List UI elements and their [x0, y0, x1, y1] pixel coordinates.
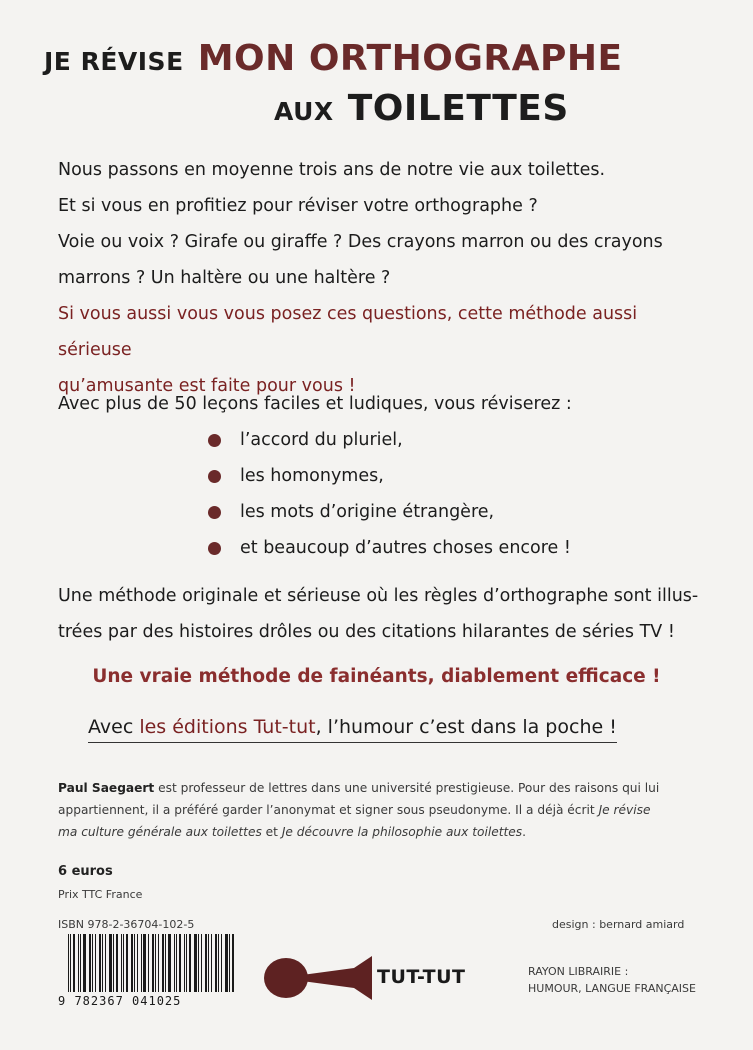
book-title: Je découvre la philosophie aux toilettes	[281, 825, 523, 839]
shelf-category: RAYON LIBRAIRIE : HUMOUR, LANGUE FRANÇAISE	[528, 965, 696, 995]
barcode-bar	[83, 934, 86, 992]
title-line-2	[274, 88, 569, 129]
design-credit: design : bernard amiard	[552, 918, 685, 931]
barcode-bar	[141, 934, 142, 992]
intro-line: Nous passons en moyenne trois ans de notre vie aux toilettes.	[58, 160, 606, 180]
barcode-bar	[194, 934, 197, 992]
intro-line: Et si vous en profitiez pour réviser votre orthographe ?	[58, 196, 538, 216]
bullet-icon	[208, 434, 221, 447]
barcode-bar	[89, 934, 91, 992]
title-mon-orthographe: MON ORTHOGRAPHE	[197, 38, 623, 79]
barcode-bar	[152, 934, 154, 992]
barcode-bar	[126, 934, 128, 992]
barcode-bar	[148, 934, 149, 992]
bullet-icon	[208, 470, 221, 483]
barcode-bars	[68, 934, 237, 992]
barcode-bar	[102, 934, 103, 992]
barcode-bar	[198, 934, 199, 992]
barcode-bar	[137, 934, 138, 992]
author-bio: Paul Saegaert est professeur de lettres dans une université prestigieuse. Pour des raisons qui lui appartiennent, il a préféré garder l’anonymat et signer sous pseudonyme. Il a déjà écrit Je révise ma culture générale aux toilettes et Je découvre la philosophie aux toilettes.	[58, 781, 660, 839]
book-title: ma culture générale aux toilettes	[58, 825, 262, 839]
price-note: Prix TTC France	[58, 888, 143, 901]
barcode-bar	[95, 934, 96, 992]
barcode	[58, 934, 204, 1012]
barcode-bar	[176, 934, 177, 992]
intro-line: marrons ? Un haltère ou une haltère ?	[58, 268, 391, 288]
barcode-bar	[105, 934, 106, 992]
barcode-bar	[73, 934, 75, 992]
barcode-bar	[205, 934, 207, 992]
barcode-bar	[218, 934, 219, 992]
barcode-bar	[80, 934, 81, 992]
barcode-bar	[121, 934, 122, 992]
barcode-bar	[208, 934, 209, 992]
barcode-bar	[70, 934, 71, 992]
author-name: Paul Saegaert	[58, 781, 155, 795]
title-aux: AUX	[274, 97, 334, 126]
barcode-bar	[168, 934, 171, 992]
method-line: trées par des histoires drôles ou des citations hilarantes de séries TV !	[58, 622, 675, 642]
barcode-bar	[211, 934, 212, 992]
barcode-bar	[116, 934, 118, 992]
book-title: Je révise	[598, 803, 651, 817]
barcode-bar	[165, 934, 166, 992]
barcode-bar	[68, 934, 69, 992]
lessons-lead: Avec plus de 50 leçons faciles et ludiques, vous réviserez :	[58, 394, 572, 414]
method-paragraph	[58, 578, 718, 650]
title-toilettes: TOILETTES	[347, 88, 569, 129]
intro-highlight-line: Si vous aussi vous vous posez ces questions, cette méthode aussi sérieuse	[58, 304, 638, 360]
barcode-bar	[184, 934, 185, 992]
list-item: l’accord du pluriel,	[208, 422, 571, 458]
barcode-bar	[162, 934, 164, 992]
barcode-bar	[131, 934, 133, 992]
method-tagline: Une vraie méthode de fainéants, diablement efficace !	[92, 666, 661, 687]
tut-tut-logo	[262, 948, 502, 1004]
title-line-1	[44, 38, 623, 79]
intro-highlight-line: qu’amusante est faite pour vous !	[58, 376, 356, 396]
barcode-bar	[186, 934, 187, 992]
list-item: les homonymes,	[208, 458, 571, 494]
bullet-icon	[208, 506, 221, 519]
price: 6 euros	[58, 864, 113, 879]
barcode-bar	[215, 934, 217, 992]
barcode-bar	[232, 934, 234, 992]
list-item: les mots d’origine étrangère,	[208, 494, 571, 530]
intro-paragraph	[58, 152, 708, 404]
barcode-bar	[158, 934, 159, 992]
barcode-bar	[78, 934, 79, 992]
lessons-list	[208, 422, 571, 566]
horn-icon	[262, 948, 382, 1004]
barcode-bar	[134, 934, 135, 992]
slogan: Avec les éditions Tut-tut, l’humour c’est dans la poche !	[88, 716, 617, 743]
barcode-bar	[189, 934, 191, 992]
barcode-bar	[109, 934, 112, 992]
publisher-name: les éditions Tut-tut	[139, 716, 316, 738]
barcode-bar	[123, 934, 124, 992]
barcode-bar	[225, 934, 228, 992]
barcode-bar	[174, 934, 175, 992]
list-item: et beaucoup d’autres choses encore !	[208, 530, 571, 566]
barcode-bar	[99, 934, 101, 992]
intro-line: Voie ou voix ? Girafe ou giraffe ? Des crayons marron ou des crayons	[58, 232, 663, 252]
barcode-bar	[201, 934, 202, 992]
barcode-bar	[113, 934, 114, 992]
barcode-bar	[229, 934, 230, 992]
barcode-bar	[155, 934, 156, 992]
barcode-bar	[143, 934, 146, 992]
isbn: ISBN 978-2-36704-102-5	[58, 918, 195, 931]
barcode-digits: 9 782367 041025	[58, 994, 182, 1008]
title-je-revise: JE RÉVISE	[44, 47, 184, 76]
barcode-bar	[179, 934, 181, 992]
logo-text: TUT-TUT	[377, 966, 466, 988]
barcode-bar	[92, 934, 93, 992]
method-line: Une méthode originale et sérieuse où les règles d’orthographe sont illus-	[58, 586, 699, 606]
bullet-icon	[208, 542, 221, 555]
barcode-bar	[221, 934, 222, 992]
